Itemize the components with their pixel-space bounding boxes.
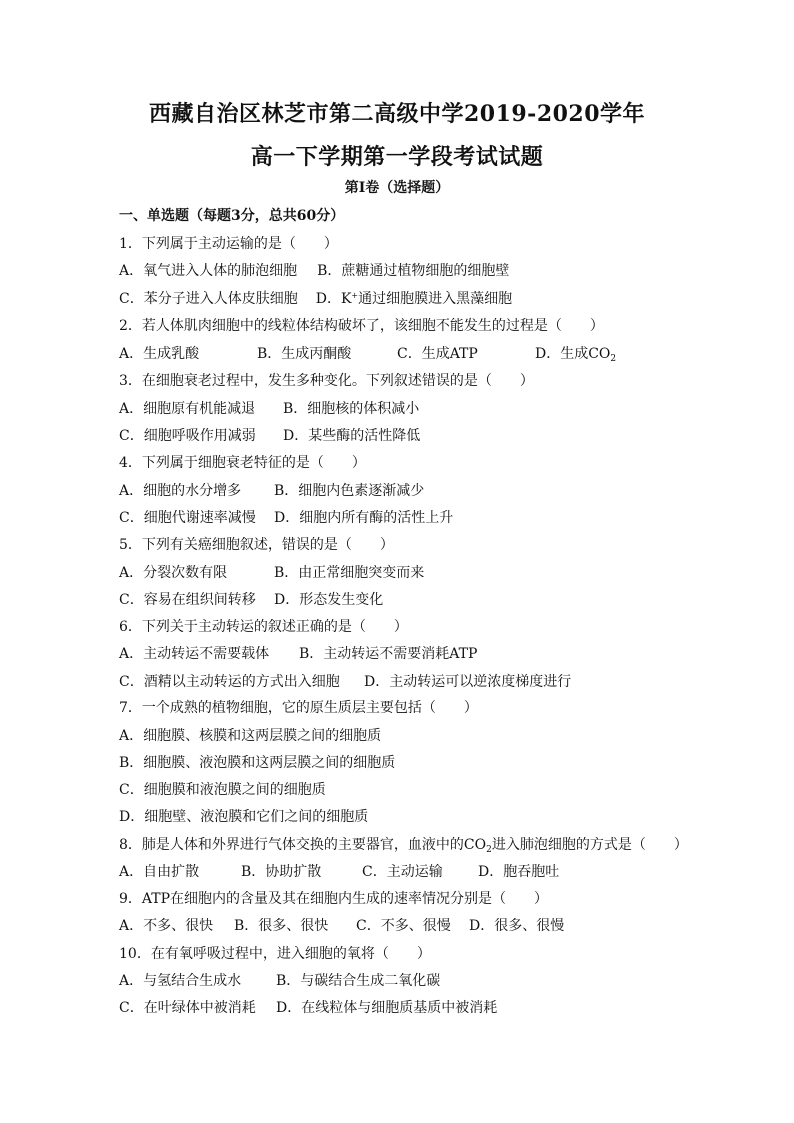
- question-2-stem: 2．若人体肌肉细胞中的线粒体结构破坏了，该细胞不能发生的过程是（ ）: [119, 318, 604, 334]
- q3-option-d: D．某些酶的活性降低: [283, 428, 421, 444]
- q1-option-b: B．蔗糖通过植物细胞的细胞壁: [317, 263, 510, 279]
- q7-option-d: D．细胞壁、液泡膜和它们之间的细胞质: [119, 809, 369, 825]
- question-5-options-row1: [119, 562, 424, 582]
- q4-option-a: A．细胞的水分增多: [119, 483, 242, 499]
- q9-option-b: B．很多、很快: [234, 918, 329, 934]
- q6-option-b: B．主动转运不需要消耗ATP: [299, 646, 478, 662]
- page-title: 西藏自治区林芝市第二高级中学2019-2020学年: [148, 101, 646, 127]
- q10-option-c: C．在叶绿体中被消耗: [119, 1000, 256, 1016]
- question-10-options-row1: [119, 970, 440, 990]
- q7-option-b: B．细胞膜、液泡膜和这两层膜之间的细胞质: [119, 755, 396, 771]
- question-6-stem: 6．下列关于主动转运的叙述正确的是（ ）: [119, 619, 408, 635]
- page-subtitle: 高一下学期第一学段考试试题: [250, 144, 544, 170]
- q4-option-c: C．细胞代谢速率减慢: [119, 510, 256, 526]
- question-1-stem: 1．下列属于主动运输的是（ ）: [119, 236, 338, 252]
- q4-option-d: D．细胞内所有酶的活性上升: [274, 510, 454, 526]
- question-2-options: [119, 343, 616, 363]
- q7-option-c: C．细胞膜和液泡膜之间的细胞质: [119, 782, 326, 798]
- q10-option-a: A．与氢结合生成水: [119, 973, 242, 989]
- q6-option-d: D．主动转运可以逆浓度梯度进行: [364, 674, 572, 690]
- q6-option-a: A．主动转运不需要载体: [119, 646, 270, 662]
- q6-option-c: C．酒精以主动转运的方式出入细胞: [119, 674, 340, 690]
- question-7-stem: 7．一个成熟的植物细胞，它的原生质层主要包括（ ）: [119, 700, 478, 716]
- question-8-options: [119, 861, 559, 881]
- q4-option-b: B．细胞内色素逐渐减少: [274, 483, 425, 499]
- q10-option-d: D．在线粒体与细胞质基质中被消耗: [276, 1000, 498, 1016]
- question-3-stem: 3．在细胞衰老过程中，发生多种变化。下列叙述错误的是（ ）: [119, 373, 534, 389]
- question-5-options-row2: [119, 589, 383, 609]
- question-3-options-row1: [119, 398, 419, 418]
- question-10-stem: 10．在有氧呼吸过程中，进入细胞的氧将（ ）: [119, 946, 431, 962]
- section-heading: 一、单选题（每题3分，总共60分）: [119, 208, 345, 224]
- question-4-options-row1: [119, 480, 424, 500]
- question-1-options-row2: [119, 288, 512, 308]
- question-6-options-row1: [119, 643, 477, 663]
- question-6-options-row2: [119, 671, 571, 691]
- q3-option-c: C．细胞呼吸作用减弱: [119, 428, 256, 444]
- q9-option-d: D．很多、很慢: [469, 918, 565, 934]
- question-4-stem: 4．下列属于细胞衰老特征的是（ ）: [119, 455, 366, 471]
- q5-option-c: C．容易在组织间转移: [119, 592, 256, 608]
- q3-option-b: B．细胞核的体积减小: [283, 401, 420, 417]
- volume-heading: 第Ⅰ卷（选择题）: [344, 180, 450, 196]
- q9-option-a: A．不多、很快: [119, 918, 214, 934]
- q7-option-a: A．细胞膜、核膜和这两层膜之间的细胞质: [119, 728, 382, 744]
- q8-option-d: D．胞吞胞吐: [478, 864, 560, 880]
- q5-option-a: A．分裂次数有限: [119, 565, 228, 581]
- q10-option-b: B．与碳结合生成二氧化碳: [276, 973, 441, 989]
- q2-option-c: C．生成ATP: [397, 346, 478, 362]
- question-8-stem: 8．肺是人体和外界进行气体交换的主要器官，血液中的$CO_2$进入肺泡细胞的方式是（ ）: [119, 837, 688, 855]
- q2-option-b: B．生成丙酮酸: [257, 346, 352, 362]
- question-3-options-row2: [119, 425, 420, 445]
- q1-option-a: A．氧气进入人体的肺泡细胞: [119, 263, 298, 279]
- q2-option-d: D．生成$CO_2$: [535, 346, 617, 364]
- question-9-stem: 9．ATP在细胞内的含量及其在细胞内生成的速率情况分别是（ ）: [119, 891, 549, 907]
- q5-option-d: D．形态发生变化: [274, 592, 384, 608]
- q1-option-d: D．K+通过细胞膜进入黑藻细胞: [315, 291, 513, 307]
- question-4-options-row2: [119, 507, 453, 527]
- question-9-options: [119, 915, 564, 935]
- q1-option-c: C．苯分子进入人体皮肤细胞: [119, 291, 298, 307]
- question-5-stem: 5．下列有关癌细胞叙述，错误的是（ ）: [119, 537, 394, 553]
- q5-option-b: B．由正常细胞突变而来: [274, 565, 425, 581]
- q8-option-a: A．自由扩散: [119, 864, 200, 880]
- q8-option-b: B．协助扩散: [241, 864, 322, 880]
- q3-option-a: A．细胞原有机能减退: [119, 401, 256, 417]
- q9-option-c: C．不多、很慢: [356, 918, 451, 934]
- question-10-options-row2: [119, 997, 497, 1017]
- question-1-options-row1: [119, 260, 509, 280]
- q8-option-c: C．主动运输: [362, 864, 443, 880]
- q2-option-a: A．生成乳酸: [119, 346, 200, 362]
